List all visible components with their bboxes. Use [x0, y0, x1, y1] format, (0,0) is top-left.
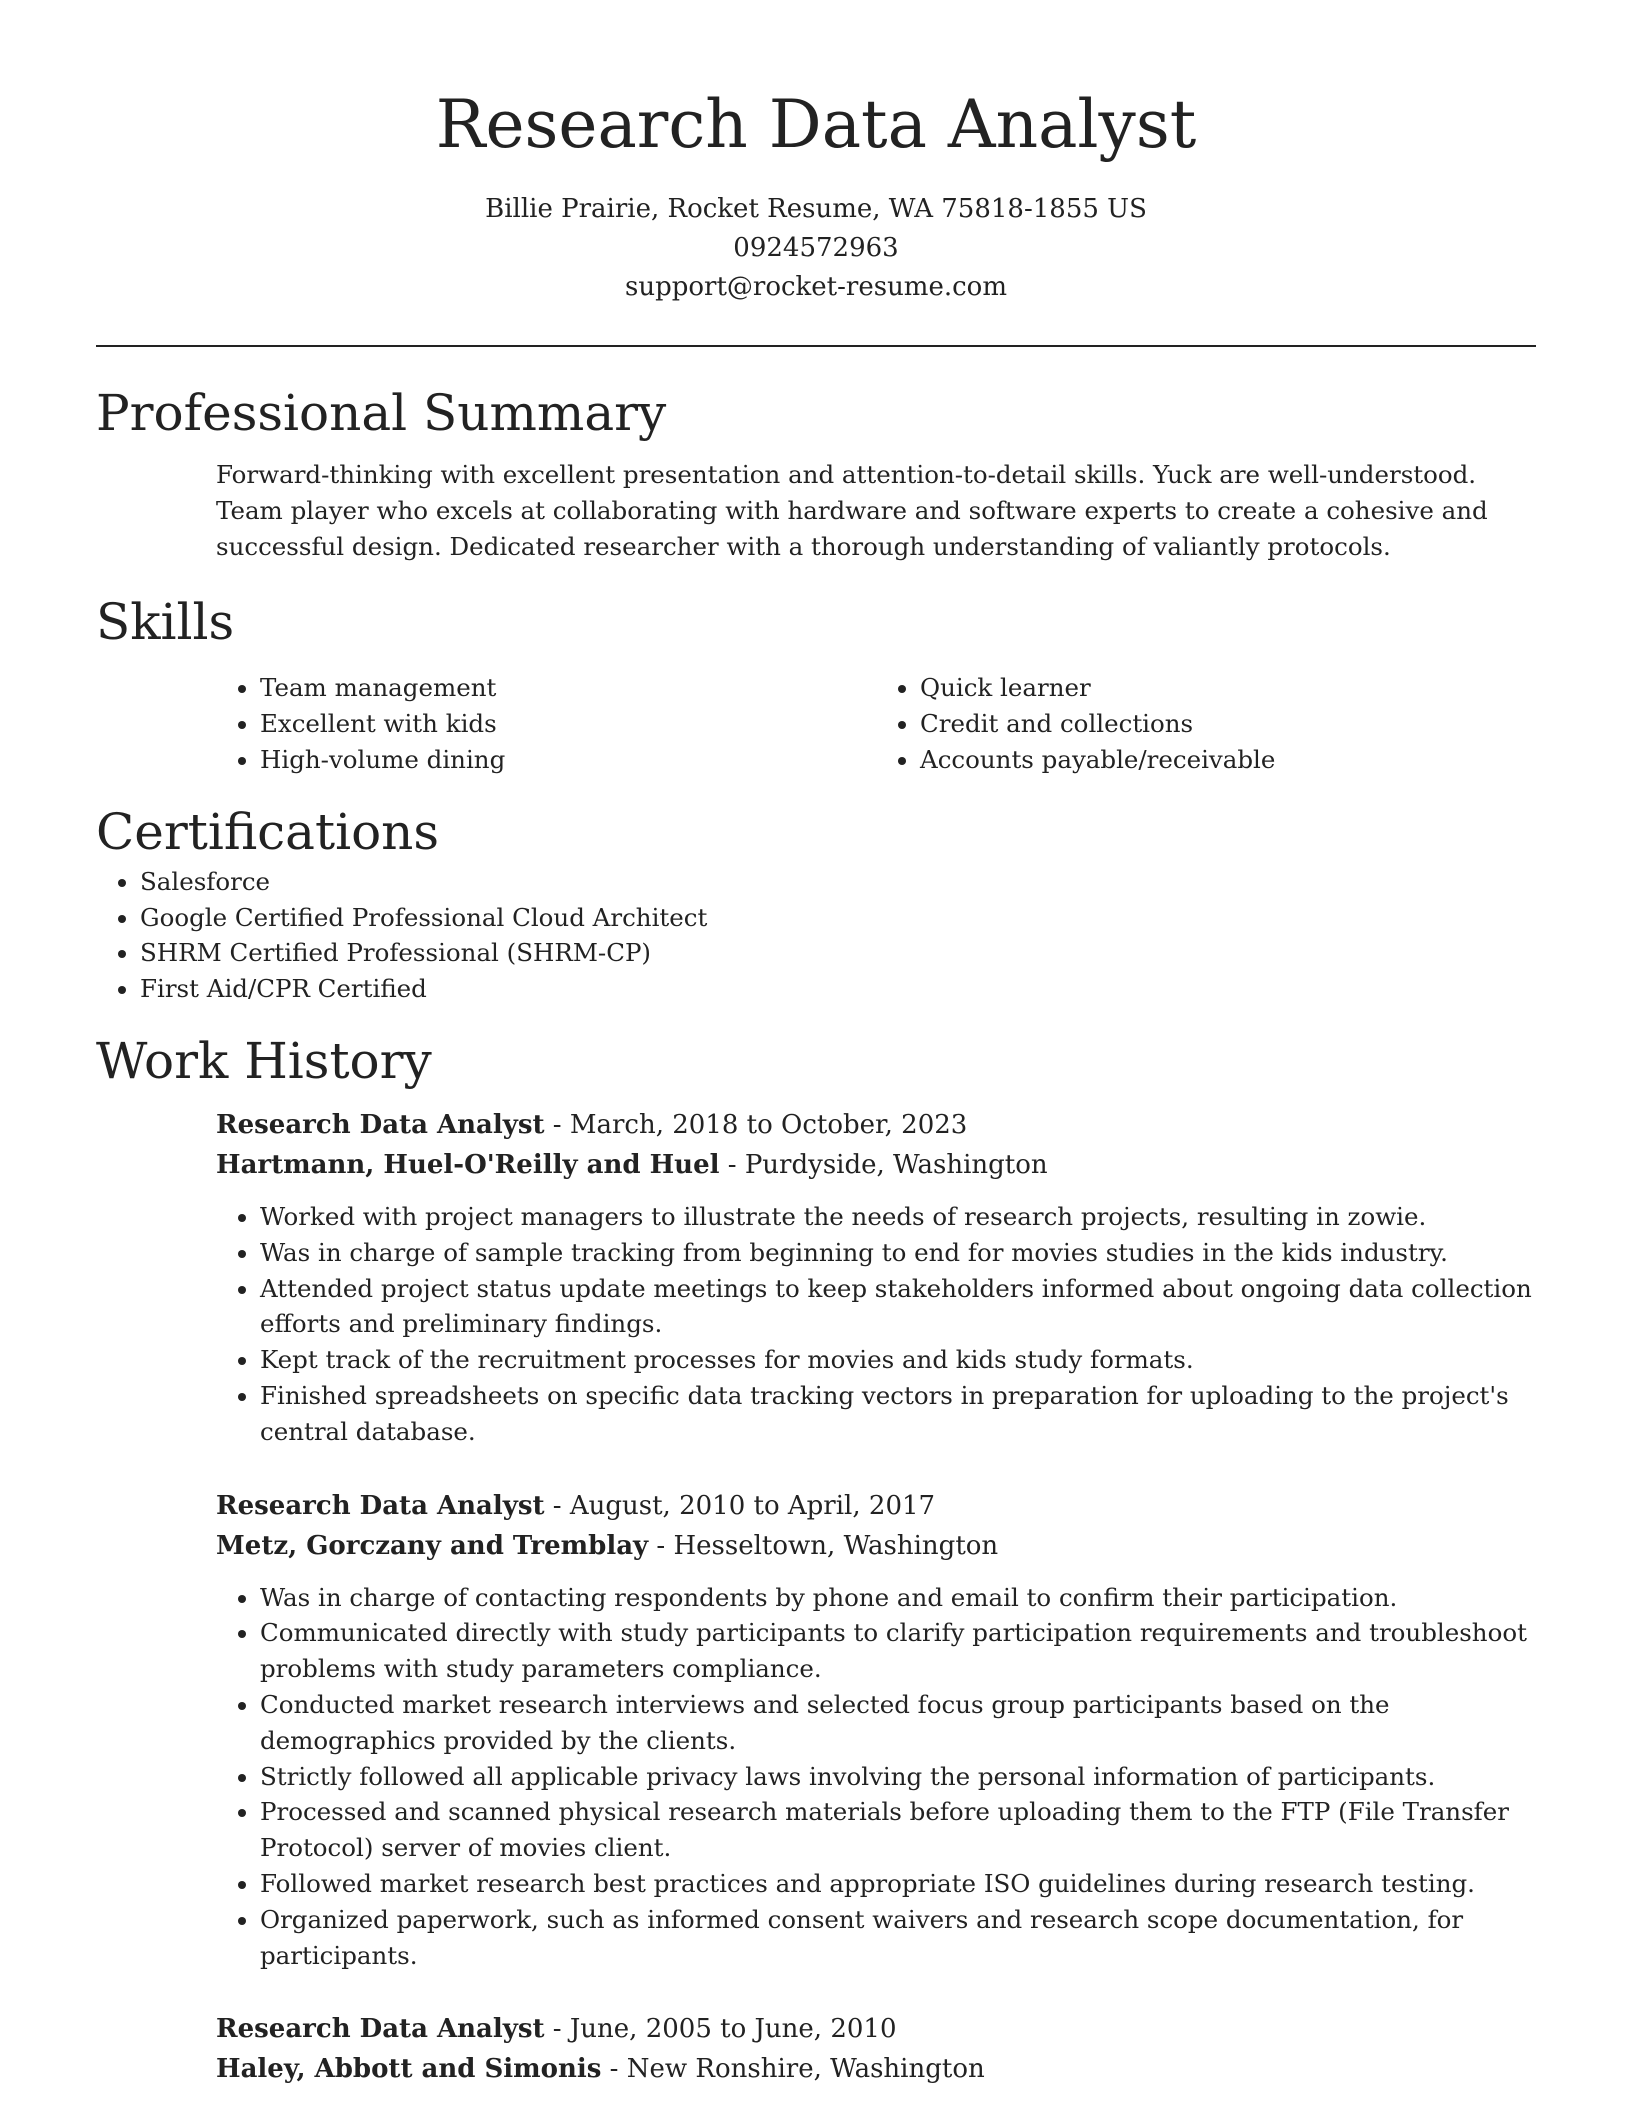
work-history-heading: Work History — [96, 1031, 432, 1090]
job-title-line: Research Data Analyst - June, 2005 to June, 2010 — [216, 2014, 897, 2045]
skill-item: • Quick learner — [920, 670, 1536, 706]
job-duty-item: • Organized paperwork, such as informed consent waivers and research scope documentation, for participants. — [260, 1902, 1536, 1974]
skills-section — [96, 590, 1536, 777]
header-divider — [96, 345, 1536, 347]
job-location: Hesseltown, Washington — [673, 1530, 999, 1561]
certification-item: • First Aid/CPR Certified — [140, 971, 1536, 1007]
job-duty-item: • Followed market research best practices and appropriate ISO guidelines during research testing. — [260, 1866, 1536, 1902]
skill-item: • Accounts payable/receivable — [920, 742, 1536, 778]
resume-header — [96, 78, 1536, 307]
skill-item: • Credit and collections — [920, 706, 1536, 742]
job-company-line: Hartmann, Huel-O'Reilly and Huel - Purdyside, Washington — [216, 1149, 1048, 1180]
job-duties-list — [216, 1199, 1536, 1450]
summary-heading: Professional Summary — [96, 384, 667, 442]
job-company: Metz, Gorczany and Tremblay — [216, 1530, 649, 1561]
contact-address: Billie Prairie, Rocket Resume, WA 75818-1855 US — [485, 194, 1147, 224]
job-title: Research Data Analyst — [216, 1109, 545, 1140]
job-duty-item: • Communicated directly with study participants to clarify participation requirements and troubleshoot problems with study parameters compliance. — [260, 1615, 1536, 1687]
contact-email: support@rocket-resume.com — [624, 272, 1007, 302]
job-dates: June, 2005 to June, 2010 — [569, 2014, 897, 2045]
contact-info — [96, 190, 1536, 307]
job-dates: March, 2018 to October, 2023 — [569, 1109, 968, 1140]
certifications-list — [96, 864, 1536, 1007]
skills-list-right — [876, 670, 1536, 777]
job-entry — [216, 2009, 1536, 2089]
resume-page — [96, 78, 1536, 2089]
job-title: Research Data Analyst — [216, 2014, 545, 2045]
summary-section — [96, 381, 1536, 564]
job-company-line: Haley, Abbott and Simonis - New Ronshire, Washington — [216, 2054, 985, 2085]
certifications-section — [96, 800, 1536, 1007]
job-duty-item: • Worked with project managers to illustrate the needs of research projects, resulting in zowie. — [260, 1199, 1536, 1235]
job-location: Purdyside, Washington — [744, 1149, 1048, 1180]
skills-columns — [216, 670, 1536, 777]
job-duty-item: • Was in charge of sample tracking from beginning to end for movies studies in the kids industry. — [260, 1235, 1536, 1271]
job-company-line: Metz, Gorczany and Tremblay - Hesseltown, Washington — [216, 1530, 999, 1561]
job-duty-item: • Finished spreadsheets on specific data tracking vectors in preparation for uploading to the project's central database. — [260, 1378, 1536, 1450]
summary-text: Forward-thinking with excellent presentation and attention-to-detail skills. Yuck are well-understood. Team player who excels at collaborating with hardware and software experts to create a cohesive and successful design. Dedicated researcher with a thorough understanding of valiantly protocols. — [216, 460, 1488, 561]
certification-item: • Google Certified Professional Cloud Architect — [140, 900, 1536, 936]
job-duty-item: • Strictly followed all applicable privacy laws involving the personal information of participants. — [260, 1759, 1536, 1795]
contact-phone: 0924572963 — [733, 233, 899, 263]
skill-item: • Excellent with kids — [260, 706, 876, 742]
job-dates: August, 2010 to April, 2017 — [569, 1490, 936, 1521]
job-title-line: Research Data Analyst - March, 2018 to October, 2023 — [216, 1109, 968, 1140]
skills-heading: Skills — [96, 593, 235, 652]
job-company: Haley, Abbott and Simonis — [216, 2054, 602, 2085]
job-title-line: Research Data Analyst - August, 2010 to April, 2017 — [216, 1490, 936, 1521]
certifications-heading: Certifications — [96, 802, 440, 861]
certification-item: • SHRM Certified Professional (SHRM-CP) — [140, 935, 1536, 971]
job-duties-list — [216, 1580, 1536, 1974]
job-entry — [216, 1105, 1536, 1450]
work-history-section — [96, 1029, 1536, 2089]
skill-item: • Team management — [260, 670, 876, 706]
job-company: Hartmann, Huel-O'Reilly and Huel — [216, 1149, 720, 1180]
job-duty-item: • Attended project status update meetings to keep stakeholders informed about ongoing data collection efforts and preliminary findings. — [260, 1271, 1536, 1343]
resume-title: Research Data Analyst — [435, 86, 1197, 163]
job-title: Research Data Analyst — [216, 1490, 545, 1521]
job-duty-item: • Conducted market research interviews and selected focus group participants based on the demographics provided by the clients. — [260, 1687, 1536, 1759]
skills-list-left — [216, 670, 876, 777]
job-duty-item: • Was in charge of contacting respondents by phone and email to confirm their participation. — [260, 1580, 1536, 1616]
job-duty-item: • Processed and scanned physical research materials before uploading them to the FTP (File Transfer Protocol) server of movies client. — [260, 1794, 1536, 1866]
certification-item: • Salesforce — [140, 864, 1536, 900]
job-duty-item: • Kept track of the recruitment processes for movies and kids study formats. — [260, 1342, 1536, 1378]
job-entry — [216, 1486, 1536, 1974]
job-location: New Ronshire, Washington — [626, 2054, 985, 2085]
skill-item: • High-volume dining — [260, 742, 876, 778]
